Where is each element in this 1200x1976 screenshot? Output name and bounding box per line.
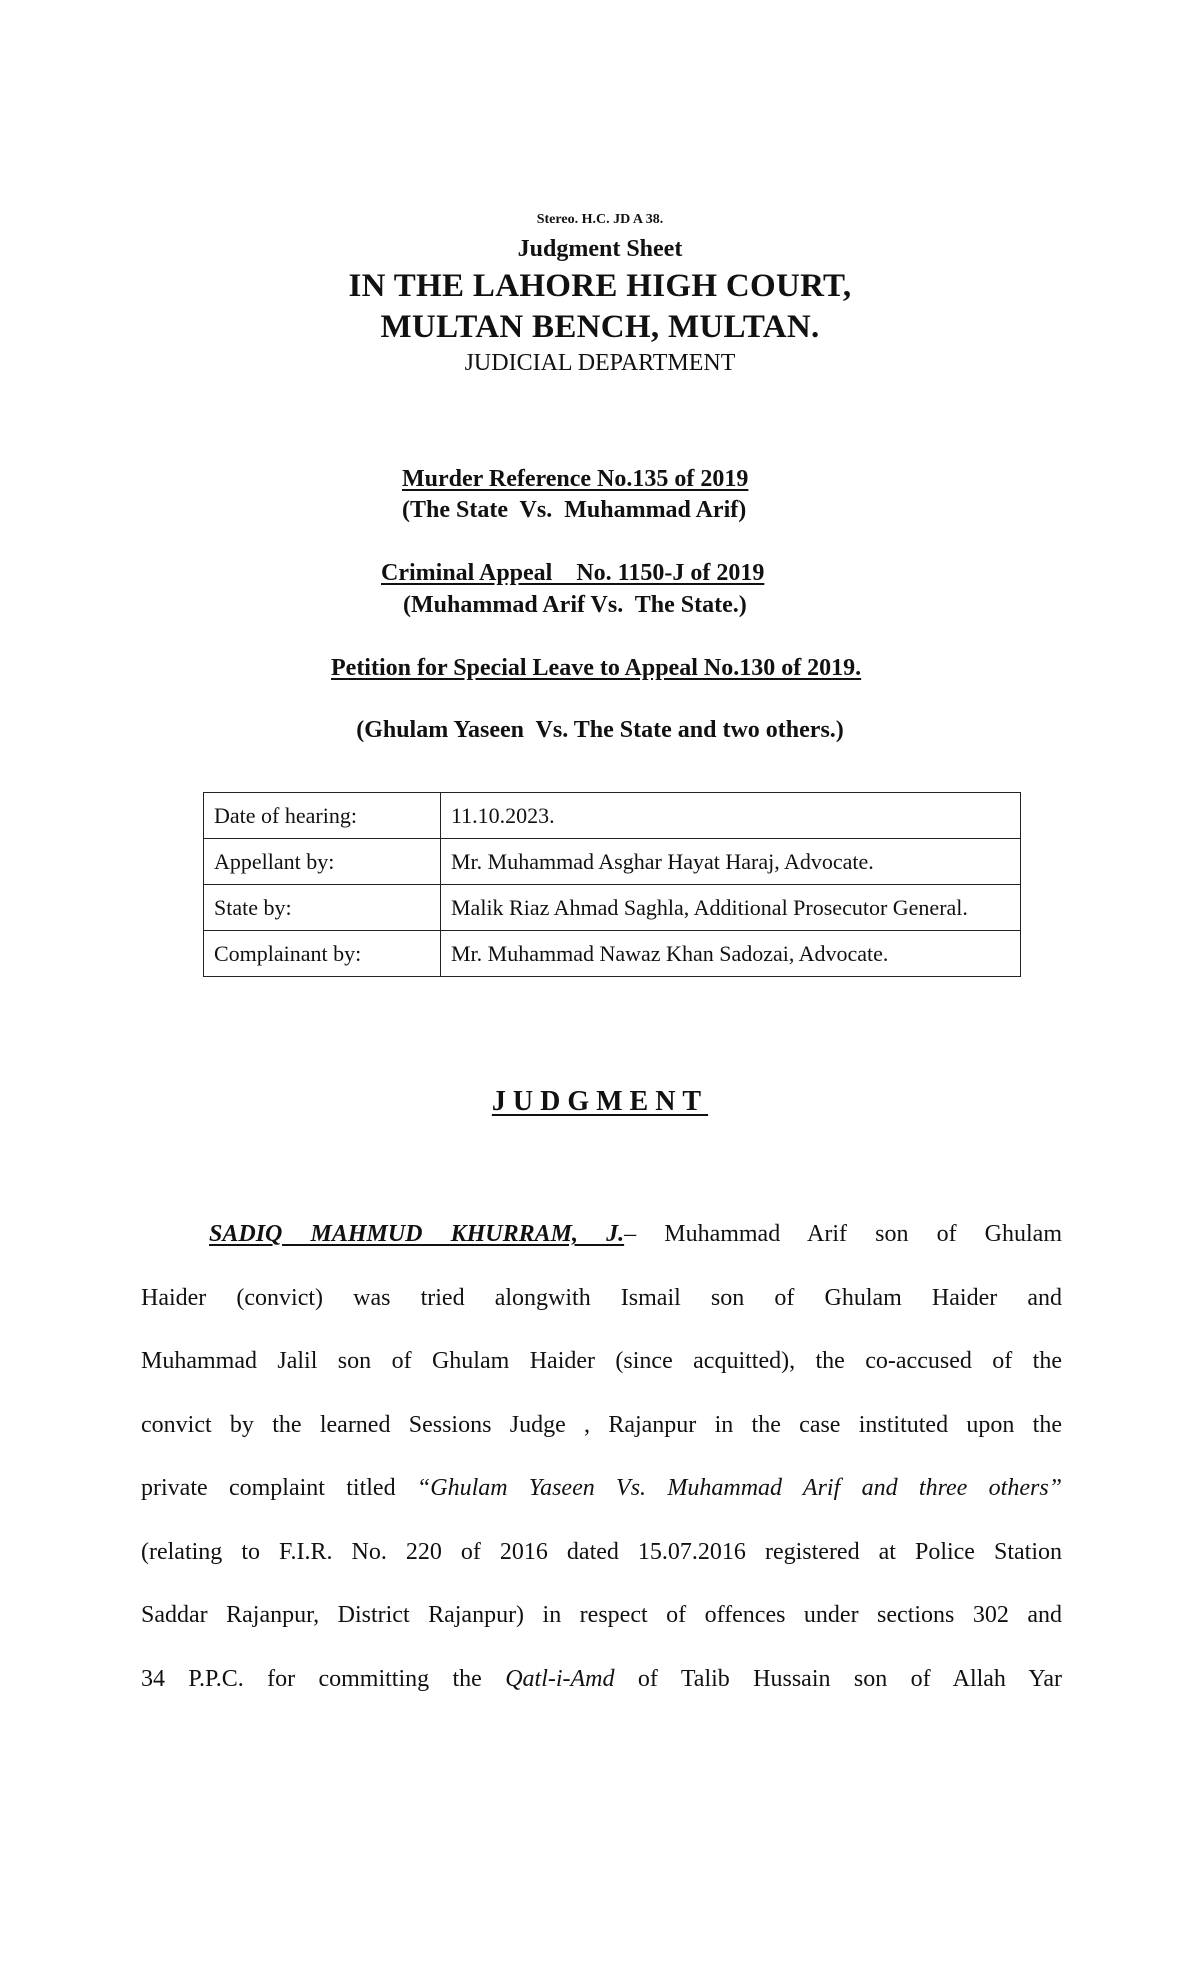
department: JUDICIAL DEPARTMENT xyxy=(464,350,736,376)
sheet-title: Judgment Sheet xyxy=(517,236,683,262)
table-row xyxy=(204,885,1021,931)
row-value: Mr. Muhammad Nawaz Khan Sadozai, Advocate. xyxy=(441,931,1021,977)
court-name-line2: MULTAN BENCH, MULTAN. xyxy=(380,309,820,345)
paragraph-line xyxy=(141,1457,1062,1521)
petition-parties: (Ghulam Yaseen Vs. The State and two others.) xyxy=(356,717,844,743)
judge-name: SADIQ MAHMUD KHURRAM, J. xyxy=(209,1221,625,1247)
table-row xyxy=(204,793,1021,839)
judgment-paragraph xyxy=(141,1203,1062,1711)
row-label: Complainant by: xyxy=(204,931,441,977)
qatl-term-italic: Qatl-i-Amd xyxy=(505,1665,615,1692)
case-title-italic: “Ghulam Yaseen Vs. Muhammad Arif and three others” xyxy=(416,1475,1063,1501)
row-value: 11.10.2023. xyxy=(441,793,1021,839)
line-text: private complaint titled xyxy=(141,1475,417,1501)
paragraph-line xyxy=(141,1648,1062,1712)
murder-reference-title: Murder Reference No.135 of 2019 xyxy=(402,466,749,492)
hearing-details-table xyxy=(203,792,1021,977)
row-label: Date of hearing: xyxy=(204,793,441,839)
paragraph-line: Muhammad Jalil son of Ghulam Haider (since acquitted), the co-accused of the xyxy=(141,1348,1062,1374)
table-row xyxy=(204,931,1021,977)
row-value: Malik Riaz Ahmad Saghla, Additional Prosecutor General. xyxy=(441,885,1021,931)
paragraph-line: Saddar Rajanpur, District Rajanpur) in respect of offences under sections 302 and xyxy=(141,1602,1062,1628)
court-name-line1: IN THE LAHORE HIGH COURT, xyxy=(348,268,852,304)
line-text: 34 P.P.C. for committing the xyxy=(141,1665,506,1692)
stereo-code: Stereo. H.C. JD A 38. xyxy=(536,212,664,227)
row-label: Appellant by: xyxy=(204,839,441,885)
paragraph-line: convict by the learned Sessions Judge , Rajanpur in the case instituted upon the xyxy=(141,1411,1062,1438)
line-text: – Muhammad Arif son of Ghulam xyxy=(624,1221,1062,1247)
row-label: State by: xyxy=(204,885,441,931)
murder-reference-parties: (The State Vs. Muhammad Arif) xyxy=(402,497,747,523)
table-row xyxy=(204,839,1021,885)
judgment-heading: JUDGMENT xyxy=(491,1086,709,1117)
paragraph-line: (relating to F.I.R. No. 220 of 2016 dated 15.07.2016 registered at Police Station xyxy=(141,1538,1062,1565)
criminal-appeal-title: Criminal Appeal No. 1150-J of 2019 xyxy=(381,560,765,586)
row-value: Mr. Muhammad Asghar Hayat Haraj, Advocate. xyxy=(441,839,1021,885)
line-text: of Talib Hussain son of Allah Yar xyxy=(614,1665,1062,1692)
paragraph-line: Haider (convict) was tried alongwith Ismail son of Ghulam Haider and xyxy=(141,1284,1062,1311)
petition-title: Petition for Special Leave to Appeal No.130 of 2019. xyxy=(331,655,862,681)
paragraph-line xyxy=(141,1203,1062,1267)
criminal-appeal-parties: (Muhammad Arif Vs. The State.) xyxy=(403,592,747,618)
